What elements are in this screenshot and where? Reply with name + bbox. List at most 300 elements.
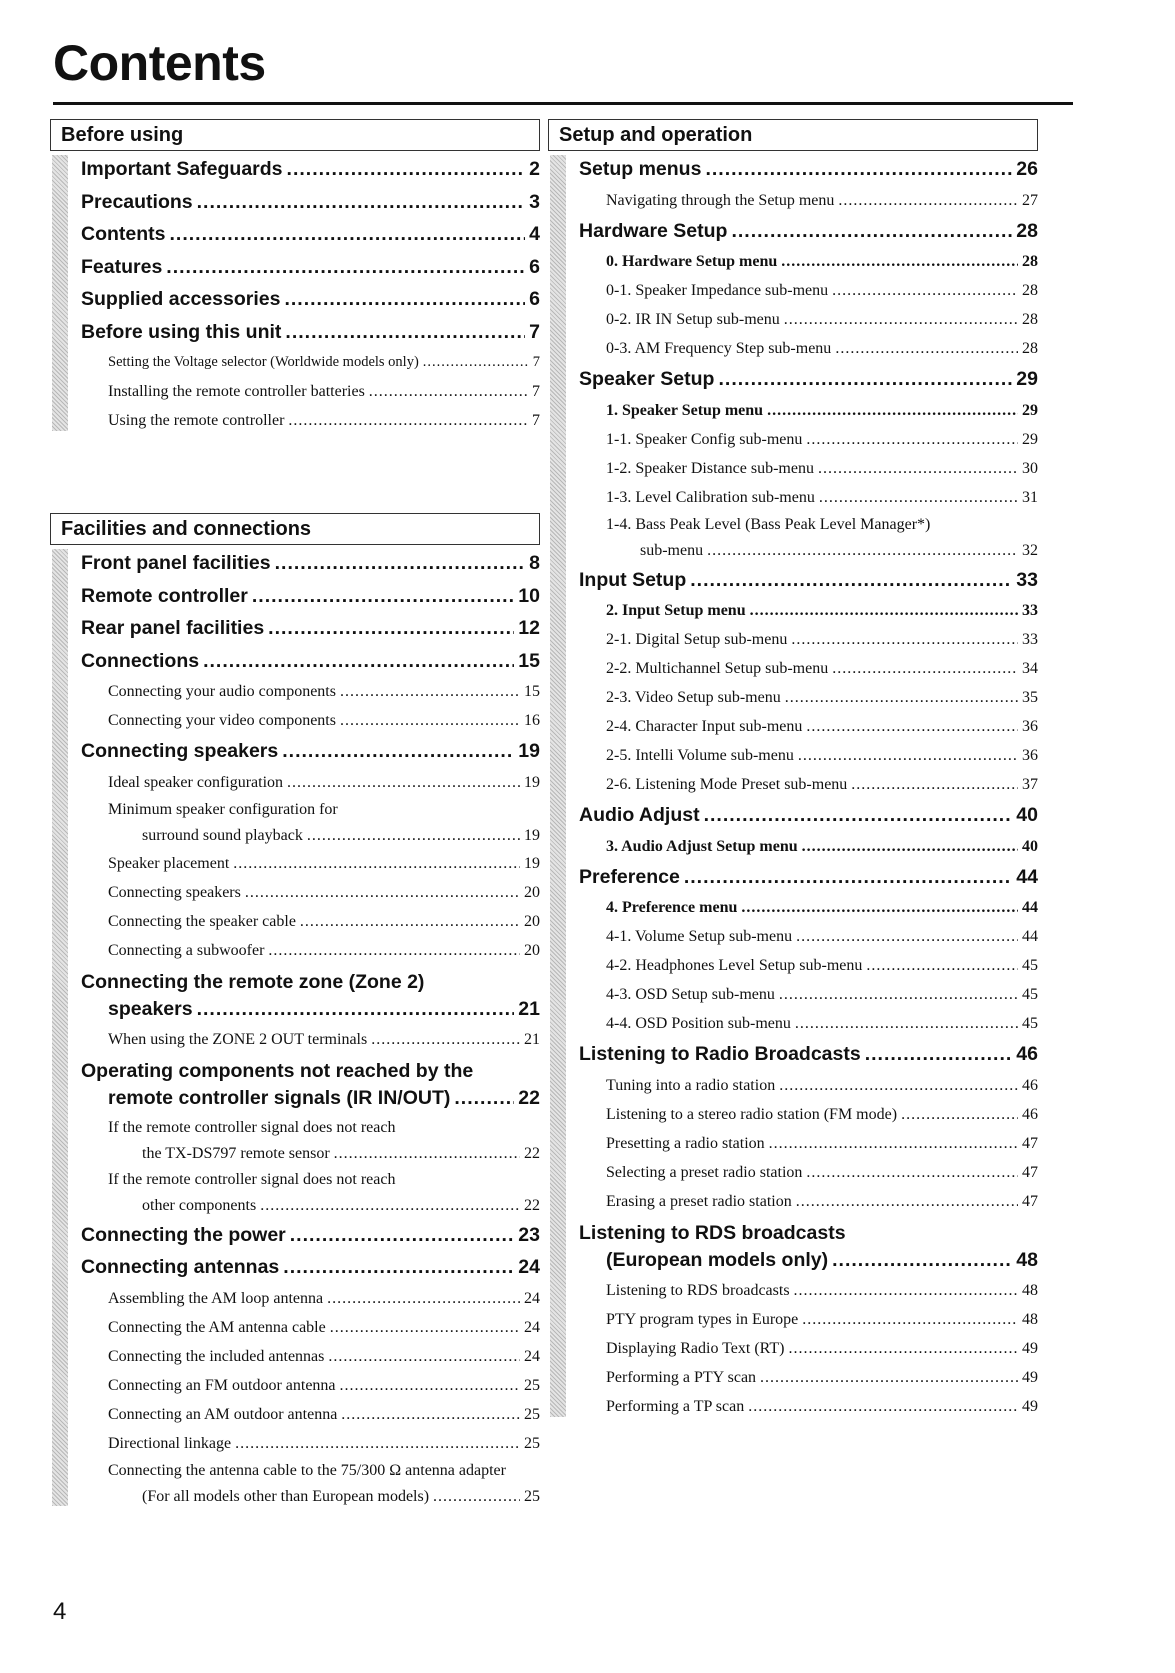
dot-leader bbox=[832, 1244, 1012, 1277]
entry-label: 0-2. IR IN Setup sub-menu bbox=[606, 311, 780, 328]
dot-leader bbox=[767, 396, 1018, 425]
toc-entry[interactable] bbox=[81, 1284, 540, 1313]
entry-label: When using the ZONE 2 OUT terminals bbox=[108, 1031, 368, 1048]
entry-page-number: 46 bbox=[1022, 1105, 1038, 1123]
toc-heading-entry[interactable] bbox=[81, 993, 540, 1026]
dot-leader bbox=[282, 735, 514, 768]
dot-leader bbox=[832, 276, 1018, 305]
dot-leader bbox=[433, 1484, 520, 1510]
dot-leader bbox=[197, 993, 515, 1026]
entry-label: Preference bbox=[579, 865, 680, 888]
toc-entry[interactable] bbox=[579, 247, 1038, 276]
left-column bbox=[53, 119, 540, 1510]
dot-leader bbox=[789, 1334, 1019, 1363]
toc-entry[interactable] bbox=[81, 348, 540, 377]
section-body bbox=[53, 545, 540, 1510]
dot-leader bbox=[718, 363, 1012, 396]
toc-entry[interactable] bbox=[81, 768, 540, 797]
dot-leader bbox=[705, 153, 1012, 186]
toc-entry[interactable] bbox=[579, 305, 1038, 334]
entry-label: Features bbox=[81, 255, 163, 278]
entry-label: Connecting the power bbox=[81, 1223, 286, 1246]
dot-leader bbox=[748, 1392, 1018, 1421]
entry-page-number: 28 bbox=[1022, 340, 1038, 357]
toc-entry[interactable] bbox=[579, 654, 1038, 683]
toc-entry[interactable] bbox=[579, 1158, 1038, 1187]
entry-page-number: 7 bbox=[529, 320, 540, 343]
entry-page-number: 32 bbox=[1022, 541, 1038, 559]
toc-entry[interactable] bbox=[579, 1334, 1038, 1363]
dot-leader bbox=[170, 218, 526, 251]
entry-label: 2-3. Video Setup sub-menu bbox=[606, 689, 781, 706]
dot-leader bbox=[819, 483, 1018, 512]
dot-leader bbox=[268, 612, 514, 645]
toc-section bbox=[53, 119, 540, 435]
entry-label: 0-1. Speaker Impedance sub-menu bbox=[606, 282, 829, 299]
entry-label: Navigating through the Setup menu bbox=[606, 191, 835, 209]
toc-entry[interactable] bbox=[81, 677, 540, 706]
entry-label: Connecting a subwoofer bbox=[108, 941, 265, 959]
dot-leader bbox=[327, 1284, 520, 1313]
dot-leader bbox=[260, 1193, 520, 1219]
dot-leader bbox=[684, 861, 1012, 894]
entry-page-number: 48 bbox=[1022, 1311, 1038, 1328]
dot-leader bbox=[369, 377, 528, 406]
entry-page-number: 33 bbox=[1016, 568, 1038, 591]
entry-page-number: 47 bbox=[1022, 1192, 1038, 1210]
entry-page-number: 21 bbox=[524, 1031, 540, 1048]
dot-leader bbox=[340, 677, 520, 706]
toc-entry[interactable] bbox=[81, 1371, 540, 1400]
toc-entry[interactable] bbox=[579, 1276, 1038, 1305]
entry-page-number: 24 bbox=[524, 1289, 540, 1307]
entry-page-number: 27 bbox=[1022, 191, 1038, 209]
entry-label: Performing a TP scan bbox=[606, 1398, 745, 1415]
entry-label: Connecting speakers bbox=[81, 740, 279, 762]
dot-leader bbox=[340, 1371, 520, 1400]
toc-entry[interactable] bbox=[81, 1484, 540, 1510]
toc-heading-entry[interactable] bbox=[579, 215, 1038, 248]
dot-leader bbox=[287, 768, 520, 797]
toc-heading-entry[interactable] bbox=[81, 153, 540, 186]
entry-page-number: 47 bbox=[1022, 1134, 1038, 1152]
dot-leader bbox=[806, 425, 1018, 454]
page-title: Contents bbox=[53, 35, 266, 91]
entry-label: other components bbox=[142, 1196, 257, 1214]
toc-entry[interactable] bbox=[81, 936, 540, 965]
dot-leader bbox=[794, 1276, 1018, 1305]
entry-page-number: 7 bbox=[532, 412, 540, 429]
entry-label: 1-1. Speaker Config sub-menu bbox=[606, 430, 803, 448]
page-number: 4 bbox=[53, 1598, 67, 1625]
entry-page-number: 2 bbox=[529, 158, 540, 180]
entry-label: 2. Input Setup menu bbox=[606, 602, 746, 619]
entry-page-number: 33 bbox=[1022, 631, 1038, 648]
toc-entry[interactable] bbox=[579, 951, 1038, 980]
dot-leader bbox=[769, 1129, 1018, 1158]
toc-entry[interactable] bbox=[81, 406, 540, 435]
entry-label: Connecting an AM outdoor antenna bbox=[108, 1405, 338, 1423]
dot-leader bbox=[330, 1313, 520, 1342]
dot-leader bbox=[795, 1009, 1018, 1038]
entry-page-number: 46 bbox=[1022, 1076, 1038, 1094]
toc-entry[interactable] bbox=[81, 1313, 540, 1342]
dot-leader bbox=[779, 980, 1018, 1009]
entry-page-number: 48 bbox=[1016, 1248, 1038, 1271]
dot-leader bbox=[283, 1251, 514, 1284]
entry-label: 2-4. Character Input sub-menu bbox=[606, 718, 803, 735]
entry-label: Erasing a preset radio station bbox=[606, 1192, 792, 1210]
toc-entry[interactable] bbox=[579, 1009, 1038, 1038]
entry-label: Before using this unit bbox=[81, 320, 282, 343]
toc-entry[interactable] bbox=[579, 712, 1038, 741]
entry-label: Audio Adjust bbox=[579, 804, 700, 826]
dot-leader bbox=[838, 186, 1018, 215]
entry-label: Displaying Radio Text (RT) bbox=[606, 1340, 785, 1357]
toc-entry[interactable] bbox=[81, 706, 540, 735]
toc-entry-line: 1-4. Bass Peak Level (Bass Peak Level Manager*) bbox=[606, 515, 931, 533]
dot-leader bbox=[865, 1038, 1013, 1071]
entry-page-number: 46 bbox=[1016, 1043, 1038, 1065]
entry-page-number: 15 bbox=[518, 649, 540, 672]
dot-leader bbox=[760, 1363, 1018, 1392]
entry-page-number: 6 bbox=[529, 288, 540, 310]
toc-entry[interactable] bbox=[579, 1187, 1038, 1216]
entry-page-number: 19 bbox=[524, 773, 540, 791]
toc-entry[interactable] bbox=[579, 425, 1038, 454]
toc-heading-entry[interactable] bbox=[81, 251, 540, 284]
entry-label: Speaker placement bbox=[108, 854, 230, 872]
toc-heading-entry[interactable] bbox=[81, 612, 540, 645]
dot-leader bbox=[779, 1071, 1018, 1100]
toc-entry[interactable] bbox=[579, 334, 1038, 363]
dot-leader bbox=[288, 406, 528, 435]
dot-leader bbox=[197, 186, 526, 219]
toc-entry[interactable] bbox=[579, 1129, 1038, 1158]
entry-page-number: 10 bbox=[518, 584, 540, 607]
entry-page-number: 24 bbox=[524, 1318, 540, 1336]
entry-page-number: 33 bbox=[1022, 602, 1038, 619]
entry-page-number: 45 bbox=[1022, 1015, 1038, 1032]
toc-entry[interactable] bbox=[81, 1193, 540, 1219]
toc-heading-line: Listening to RDS broadcasts bbox=[579, 1221, 846, 1244]
entry-page-number: 44 bbox=[1022, 899, 1038, 916]
toc-entry[interactable] bbox=[579, 893, 1038, 922]
entry-page-number: 3 bbox=[529, 190, 540, 213]
toc-entry[interactable] bbox=[81, 1429, 540, 1458]
entry-page-number: 28 bbox=[1022, 311, 1038, 328]
dot-leader bbox=[802, 1305, 1018, 1334]
dot-leader bbox=[750, 596, 1018, 625]
toc-heading-entry[interactable] bbox=[81, 547, 540, 580]
entry-label: Front panel facilities bbox=[81, 552, 271, 574]
dot-leader bbox=[791, 625, 1018, 654]
dot-leader bbox=[741, 893, 1018, 922]
toc-entry[interactable] bbox=[579, 980, 1038, 1009]
entry-label: 0-3. AM Frequency Step sub-menu bbox=[606, 340, 832, 357]
dot-leader bbox=[866, 951, 1018, 980]
entry-page-number: 28 bbox=[1022, 282, 1038, 299]
toc-entry[interactable] bbox=[81, 1025, 540, 1054]
entry-label: Connecting your audio components bbox=[108, 683, 336, 700]
toc-heading-entry[interactable] bbox=[81, 316, 540, 349]
entry-label: Contents bbox=[81, 223, 166, 245]
entry-label: (For all models other than European models) bbox=[142, 1487, 430, 1505]
dot-leader bbox=[781, 247, 1018, 276]
entry-label: 4-4. OSD Position sub-menu bbox=[606, 1015, 791, 1032]
entry-label: Assembling the AM loop antenna bbox=[108, 1289, 324, 1307]
entry-page-number: 6 bbox=[529, 255, 540, 278]
dot-leader bbox=[300, 907, 520, 936]
toc-entry[interactable] bbox=[579, 538, 1038, 564]
toc-entry[interactable] bbox=[579, 396, 1038, 425]
dot-leader bbox=[690, 564, 1012, 597]
entry-label: Supplied accessories bbox=[81, 288, 281, 310]
entry-page-number: 25 bbox=[524, 1434, 540, 1452]
toc-entry[interactable] bbox=[81, 823, 540, 849]
toc-entry[interactable] bbox=[579, 1071, 1038, 1100]
toc-entry[interactable] bbox=[579, 1305, 1038, 1334]
entry-page-number: 29 bbox=[1016, 368, 1038, 390]
toc-entry[interactable] bbox=[579, 832, 1038, 861]
entry-label: PTY program types in Europe bbox=[606, 1311, 799, 1328]
toc-heading-line: Connecting the remote zone (Zone 2) bbox=[81, 970, 425, 993]
entry-page-number: 4 bbox=[529, 223, 540, 245]
entry-page-number: 24 bbox=[518, 1256, 540, 1278]
toc-entry[interactable] bbox=[579, 1363, 1038, 1392]
toc-heading-entry[interactable] bbox=[579, 1038, 1038, 1071]
section-body bbox=[551, 151, 1038, 1421]
dot-leader bbox=[806, 712, 1018, 741]
dot-leader bbox=[798, 741, 1018, 770]
entry-page-number: 30 bbox=[1022, 459, 1038, 477]
entry-label: 2-2. Multichannel Setup sub-menu bbox=[606, 660, 829, 677]
entry-page-number: 23 bbox=[518, 1223, 540, 1246]
entry-page-number: 40 bbox=[1016, 804, 1038, 826]
dot-leader bbox=[704, 799, 1013, 832]
dot-leader bbox=[802, 832, 1018, 861]
dot-leader bbox=[245, 878, 520, 907]
dot-leader bbox=[818, 454, 1018, 483]
section-stripe bbox=[550, 155, 566, 1417]
entry-page-number: 44 bbox=[1016, 865, 1038, 888]
entry-page-number: 21 bbox=[518, 997, 540, 1020]
entry-label: Hardware Setup bbox=[579, 219, 728, 242]
toc-entry-line: Connecting the antenna cable to the 75/300 Ω antenna adapter bbox=[108, 1461, 506, 1479]
dot-leader bbox=[707, 538, 1018, 564]
entry-label: Tuning into a radio station bbox=[606, 1076, 776, 1094]
entry-label: 2-1. Digital Setup sub-menu bbox=[606, 631, 788, 648]
entry-label: 1-3. Level Calibration sub-menu bbox=[606, 488, 815, 506]
toc-entry[interactable] bbox=[579, 186, 1038, 215]
dot-leader bbox=[328, 1342, 520, 1371]
entry-label: 4-3. OSD Setup sub-menu bbox=[606, 986, 775, 1003]
entry-label: 3. Audio Adjust Setup menu bbox=[606, 837, 798, 855]
dot-leader bbox=[252, 580, 514, 613]
entry-label: Input Setup bbox=[579, 568, 687, 591]
toc-entry[interactable] bbox=[579, 276, 1038, 305]
toc-entry[interactable] bbox=[579, 596, 1038, 625]
toc-heading-entry[interactable] bbox=[81, 1251, 540, 1284]
dot-leader bbox=[423, 348, 529, 377]
entry-label: Using the remote controller bbox=[108, 412, 285, 429]
toc-heading-entry[interactable] bbox=[81, 1082, 540, 1115]
toc-section bbox=[53, 513, 540, 1510]
entry-label: 2-6. Listening Mode Preset sub-menu bbox=[606, 776, 848, 793]
section-header: Setup and operation bbox=[548, 119, 1038, 151]
toc-heading-entry[interactable] bbox=[81, 186, 540, 219]
toc-heading-entry[interactable] bbox=[579, 564, 1038, 597]
toc-entry[interactable] bbox=[81, 907, 540, 936]
entry-label: the TX-DS797 remote sensor bbox=[142, 1144, 330, 1162]
entry-label: Connecting speakers bbox=[108, 883, 241, 901]
entry-page-number: 15 bbox=[524, 683, 540, 700]
entry-page-number: 36 bbox=[1022, 718, 1038, 735]
toc-entry[interactable] bbox=[81, 377, 540, 406]
toc-entry[interactable] bbox=[579, 625, 1038, 654]
toc-heading-entry[interactable] bbox=[81, 283, 540, 316]
entry-label: Connections bbox=[81, 649, 200, 672]
entry-page-number: 19 bbox=[524, 854, 540, 872]
entry-label: 1. Speaker Setup menu bbox=[606, 401, 764, 419]
toc-heading-entry[interactable] bbox=[81, 218, 540, 251]
entry-label: surround sound playback bbox=[142, 826, 303, 844]
entry-label: Precautions bbox=[81, 190, 193, 213]
entry-label: 0. Hardware Setup menu bbox=[606, 253, 778, 270]
entry-label: Rear panel facilities bbox=[81, 617, 265, 639]
toc-section bbox=[551, 119, 1038, 1421]
toc-entry[interactable] bbox=[579, 1392, 1038, 1421]
entry-label: Performing a PTY scan bbox=[606, 1369, 757, 1386]
toc-entry[interactable] bbox=[579, 770, 1038, 799]
entry-page-number: 40 bbox=[1022, 837, 1038, 855]
toc-heading-entry[interactable] bbox=[81, 1219, 540, 1252]
toc-heading-entry[interactable] bbox=[81, 735, 540, 768]
entry-label: Ideal speaker configuration bbox=[108, 773, 284, 791]
entry-label: Connecting an FM outdoor antenna bbox=[108, 1376, 336, 1394]
title-rule bbox=[53, 102, 1073, 105]
entry-label: 4-1. Volume Setup sub-menu bbox=[606, 928, 793, 945]
toc-entry[interactable] bbox=[579, 683, 1038, 712]
dot-leader bbox=[796, 922, 1018, 951]
entry-page-number: 19 bbox=[518, 740, 540, 762]
dot-leader bbox=[851, 770, 1018, 799]
entry-page-number: 8 bbox=[529, 552, 540, 574]
dot-leader bbox=[784, 305, 1018, 334]
toc-entry[interactable] bbox=[81, 849, 540, 878]
entry-label: sub-menu bbox=[640, 541, 704, 559]
entry-page-number: 28 bbox=[1016, 219, 1038, 242]
dot-leader bbox=[334, 1141, 520, 1167]
section-body bbox=[53, 151, 540, 435]
entry-label: 4. Preference menu bbox=[606, 899, 738, 916]
entry-label: Connecting the included antennas bbox=[108, 1347, 325, 1365]
entry-label: Connecting the AM antenna cable bbox=[108, 1318, 326, 1336]
entry-label: Directional linkage bbox=[108, 1434, 232, 1452]
entry-label: Presetting a radio station bbox=[606, 1134, 765, 1152]
dot-leader bbox=[796, 1187, 1018, 1216]
toc-heading-entry[interactable] bbox=[81, 645, 540, 678]
entry-label: Selecting a preset radio station bbox=[606, 1163, 803, 1181]
entry-page-number: 44 bbox=[1022, 928, 1038, 945]
entry-page-number: 49 bbox=[1022, 1340, 1038, 1357]
entry-page-number: 7 bbox=[532, 383, 540, 400]
section-stripe bbox=[52, 155, 68, 431]
entry-label: 2-5. Intelli Volume sub-menu bbox=[606, 747, 794, 764]
toc-heading-line: Operating components not reached by the bbox=[81, 1060, 474, 1082]
toc-entry[interactable] bbox=[579, 483, 1038, 512]
toc-entry[interactable] bbox=[579, 922, 1038, 951]
dot-leader bbox=[835, 334, 1018, 363]
toc-heading-entry[interactable] bbox=[579, 153, 1038, 186]
entry-page-number: 22 bbox=[524, 1196, 540, 1214]
entry-page-number: 34 bbox=[1022, 660, 1038, 677]
entry-label: Connecting the speaker cable bbox=[108, 912, 296, 930]
dot-leader bbox=[785, 683, 1018, 712]
entry-label: speakers bbox=[108, 997, 193, 1020]
toc-heading-entry[interactable] bbox=[579, 799, 1038, 832]
dot-leader bbox=[268, 936, 520, 965]
toc-entry[interactable] bbox=[579, 741, 1038, 770]
entry-label: (European models only) bbox=[606, 1248, 829, 1271]
entry-page-number: 48 bbox=[1022, 1282, 1038, 1299]
toc-heading-entry[interactable] bbox=[81, 580, 540, 613]
entry-label: Connecting antennas bbox=[81, 1256, 280, 1278]
entry-label: Installing the remote controller batteries bbox=[108, 383, 365, 400]
entry-page-number: 7 bbox=[532, 354, 540, 370]
right-column bbox=[551, 119, 1038, 1421]
entry-page-number: 49 bbox=[1022, 1398, 1038, 1415]
dot-leader bbox=[290, 1219, 515, 1252]
dot-leader bbox=[806, 1158, 1018, 1187]
dot-leader bbox=[371, 1025, 520, 1054]
entry-page-number: 37 bbox=[1022, 776, 1038, 793]
toc-entry[interactable] bbox=[81, 1141, 540, 1167]
entry-page-number: 45 bbox=[1022, 986, 1038, 1003]
entry-label: Setup menus bbox=[579, 158, 702, 180]
entry-label: Listening to a stereo radio station (FM mode) bbox=[606, 1105, 898, 1123]
dot-leader bbox=[284, 283, 525, 316]
toc-heading-entry[interactable] bbox=[579, 363, 1038, 396]
toc-entry[interactable] bbox=[579, 454, 1038, 483]
entry-label: Listening to RDS broadcasts bbox=[606, 1282, 790, 1299]
entry-page-number: 25 bbox=[524, 1487, 540, 1505]
toc-entry-line: If the remote controller signal does not reach bbox=[108, 1170, 396, 1188]
toc-entry[interactable] bbox=[81, 878, 540, 907]
toc-heading-entry[interactable] bbox=[579, 861, 1038, 894]
dot-leader bbox=[832, 654, 1018, 683]
dot-leader bbox=[307, 823, 520, 849]
entry-page-number: 20 bbox=[524, 941, 540, 959]
toc-entry[interactable] bbox=[579, 1100, 1038, 1129]
dot-leader bbox=[203, 645, 514, 678]
toc-entry[interactable] bbox=[81, 1400, 540, 1429]
entry-page-number: 20 bbox=[524, 912, 540, 930]
entry-page-number: 49 bbox=[1022, 1369, 1038, 1386]
toc-entry-line: Minimum speaker configuration for bbox=[108, 800, 338, 818]
toc-heading-entry[interactable] bbox=[579, 1244, 1038, 1277]
entry-label: Listening to Radio Broadcasts bbox=[579, 1043, 861, 1065]
entry-label: Important Safeguards bbox=[81, 158, 283, 180]
toc-entry[interactable] bbox=[81, 1342, 540, 1371]
entry-page-number: 36 bbox=[1022, 747, 1038, 764]
entry-page-number: 25 bbox=[524, 1376, 540, 1394]
dot-leader bbox=[341, 1400, 520, 1429]
entry-page-number: 20 bbox=[524, 883, 540, 901]
entry-page-number: 47 bbox=[1022, 1163, 1038, 1181]
entry-page-number: 24 bbox=[524, 1347, 540, 1365]
dot-leader bbox=[287, 153, 526, 186]
